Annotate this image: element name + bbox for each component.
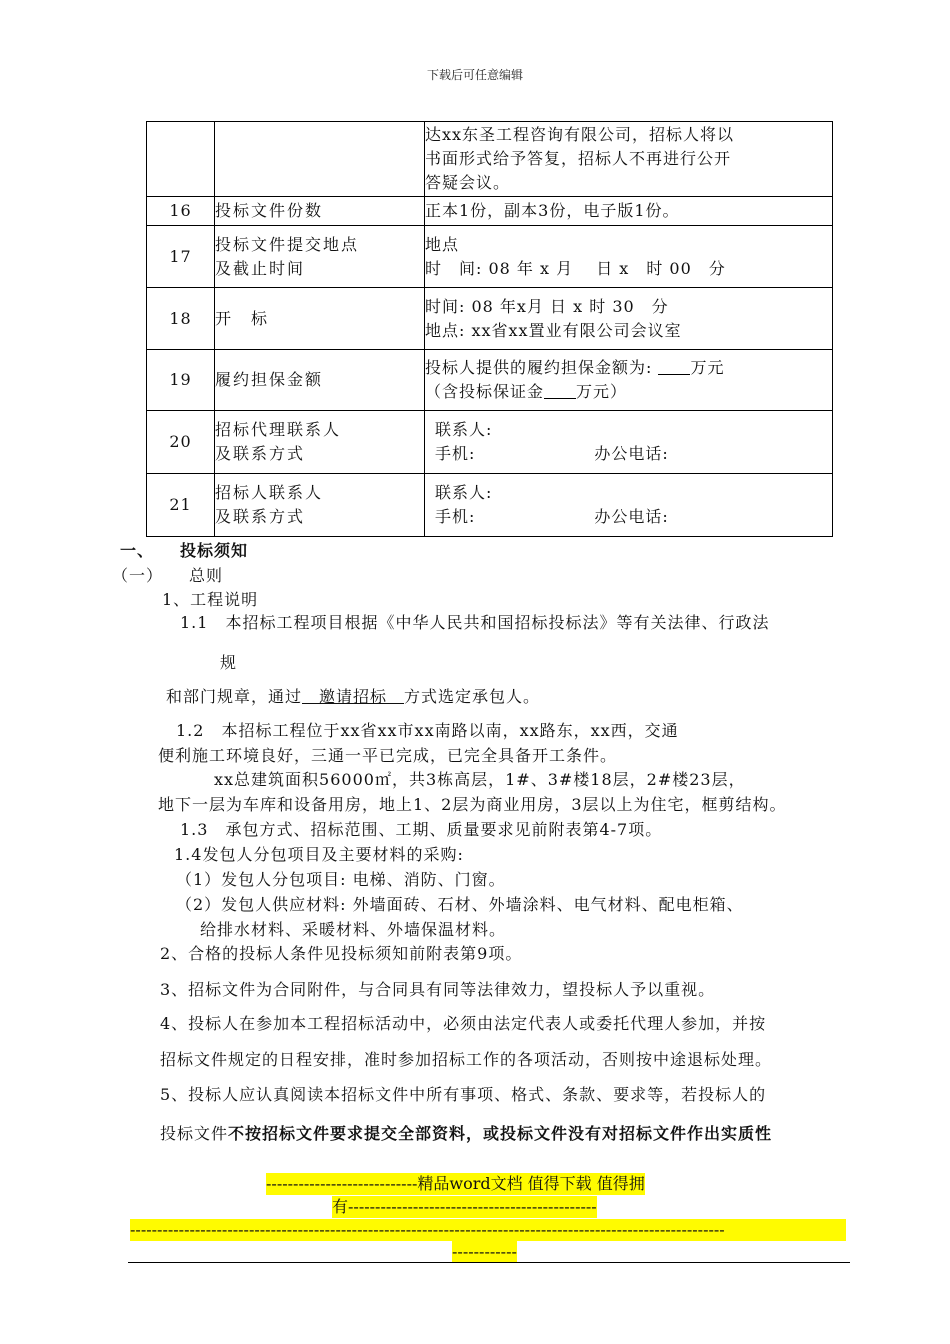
item-line: 履约担保金额 — [215, 370, 324, 389]
item-line: 投标文件份数 — [215, 201, 324, 220]
blank-underline — [658, 358, 690, 375]
item-line: 及截止时间 — [215, 258, 306, 278]
value-line: 书面形式给予答复，招标人不再进行公开 — [425, 149, 732, 168]
row-value — [425, 474, 833, 537]
row-number: 16 — [147, 197, 215, 226]
tender-info-table — [146, 121, 833, 537]
row-value — [425, 122, 833, 197]
value-line: 地点 — [425, 234, 460, 254]
footer-banner-line: ----------------------------精品word文档 值得下载 值得拥 — [266, 1174, 645, 1193]
paragraph: 1、工程说明 — [162, 590, 259, 609]
paragraph: （1）发包人分包项目: 电梯、消防、门窗。 — [176, 870, 506, 889]
paragraph: 2、合格的投标人条件见投标须知前附表第9项。 — [160, 944, 523, 963]
row-number: 21 — [147, 474, 215, 537]
row-number — [147, 122, 215, 197]
row-item — [215, 226, 425, 288]
paragraph: 规 — [220, 653, 238, 672]
paragraph: 招标文件规定的日程安排，准时参加招标工作的各项活动，否则按中途退标处理。 — [160, 1050, 773, 1069]
footer-banner-line: 有---------------------------------------------- — [332, 1197, 597, 1216]
item-line: 招标人联系人 — [215, 483, 324, 502]
item-line: 开 标 — [215, 308, 270, 328]
row-number: 20 — [147, 411, 215, 474]
paragraph: 便利施工环境良好，三通一平已完成，已完全具备开工条件。 — [158, 746, 618, 765]
paragraph: 4、投标人在参加本工程招标活动中，必须由法定代表人或委托代理人参加，并按 — [160, 1014, 767, 1033]
paragraph: 1.1 本招标工程项目根据《中华人民共和国招标投标法》等有关法律、行政法 — [180, 613, 770, 632]
paragraph: xx总建筑面积56000㎡，共3栋高层，1#、3#楼18层，2#楼23层， — [214, 770, 746, 789]
paragraph: 1.2 本招标工程位于xx省xx市xx南路以南，xx路东，xx西，交通 — [176, 721, 679, 740]
paragraph: 1.4发包人分包项目及主要材料的采购: — [174, 845, 464, 864]
value-text: 万元 — [690, 358, 725, 377]
row-value — [425, 350, 833, 411]
paragraph: 5、投标人应认真阅读本招标文件中所有事项、格式、条款、要求等，若投标人的 — [160, 1085, 767, 1104]
item-line: 投标文件提交地点 — [215, 234, 360, 254]
value-line: 答疑会议。 — [425, 173, 511, 192]
paragraph — [160, 1123, 772, 1145]
footer-banner-line: -------------------------------------------------------------------------------------------------------------- — [130, 1219, 846, 1241]
paragraph: 3、招标文件为合同附件，与合同具有同等法律效力，望投标人予以重视。 — [160, 980, 716, 999]
paragraph: 1.3 承包方式、招标范围、工期、质量要求见前附表第4-7项。 — [180, 820, 663, 839]
value-text: （含投标保证金 — [425, 382, 545, 401]
table-row — [147, 122, 833, 197]
value-line: 联系人: — [435, 420, 493, 439]
row-value — [425, 197, 833, 226]
section-heading: 一、 投标须知 — [120, 541, 249, 560]
item-line: 及联系方式 — [215, 444, 306, 463]
table-row — [147, 288, 833, 350]
text: 方式选定承包人。 — [404, 687, 541, 706]
value-text: 万元） — [576, 382, 628, 401]
table-row — [147, 226, 833, 288]
table-row — [147, 350, 833, 411]
bold-text: 不按招标文件要求提交全部资料，或投标文件没有对招标文件作出实质性 — [228, 1124, 773, 1143]
row-item — [215, 122, 425, 197]
item-line: 招标代理联系人 — [215, 420, 342, 439]
row-number: 18 — [147, 288, 215, 350]
row-value — [425, 411, 833, 474]
paragraph: （2）发包人供应材料: 外墙面砖、石材、外墙涂料、电气材料、配电柜箱、 — [176, 895, 744, 914]
row-number: 17 — [147, 226, 215, 288]
row-value — [425, 226, 833, 288]
row-item — [215, 411, 425, 474]
page-header-note: 下载后可任意编辑 — [426, 68, 523, 82]
text: 投标文件 — [160, 1124, 229, 1143]
value-line: 达xx东圣工程咨询有限公司，招标人将以 — [425, 125, 735, 144]
underlined-text: 邀请招标 — [302, 687, 405, 706]
row-item — [215, 474, 425, 537]
value-line — [425, 356, 832, 380]
value-line: 手机: 办公电话: — [435, 444, 669, 463]
row-item — [215, 350, 425, 411]
table-row — [147, 411, 833, 474]
table-row — [147, 474, 833, 537]
text: 和部门规章，通过 — [166, 687, 303, 706]
footer-rule — [128, 1262, 850, 1263]
paragraph — [166, 686, 540, 708]
value-line: 手机: 办公电话: — [435, 507, 669, 526]
blank-underline — [544, 382, 576, 399]
row-value — [425, 288, 833, 350]
value-line: 时间: 08 年x月 日 x 时 30 分 — [425, 296, 669, 316]
item-line: 及联系方式 — [215, 507, 306, 526]
value-line: 地点: xx省xx置业有限公司会议室 — [425, 320, 682, 340]
row-item — [215, 197, 425, 226]
value-line: 正本1份，副本3份，电子版1份。 — [425, 201, 680, 220]
value-line: 时 间: 08 年 x 月 日 x 时 00 分 — [425, 258, 726, 278]
value-text: 投标人提供的履约担保金额为: — [425, 358, 659, 377]
row-number: 19 — [147, 350, 215, 411]
footer-banner-line: ------------ — [452, 1242, 517, 1261]
paragraph: 地下一层为车库和设备用房，地上1、2层为商业用房，3层以上为住宅，框剪结构。 — [158, 795, 787, 814]
value-line: 联系人: — [435, 483, 493, 502]
subsection-heading: （一） 总则 — [112, 566, 224, 585]
row-item — [215, 288, 425, 350]
table-row — [147, 197, 833, 226]
paragraph: 给排水材料、采暖材料、外墙保温材料。 — [200, 920, 507, 939]
value-line — [425, 380, 832, 404]
